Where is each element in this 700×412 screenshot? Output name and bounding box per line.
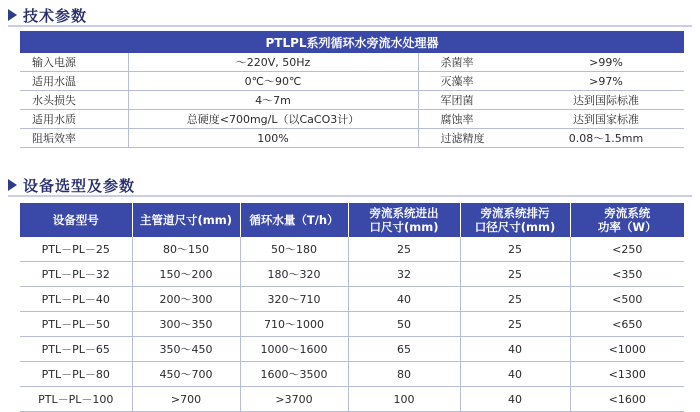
param-value: >99% (528, 53, 684, 72)
spec-cell: 50 (348, 312, 460, 337)
column-header (132, 203, 240, 237)
table-row (20, 237, 684, 262)
spec-cell: <650 (570, 312, 684, 337)
column-header-line: 旁流系统 (604, 206, 651, 220)
model-cell: PTL－PL－65 (20, 337, 132, 362)
param-label: 腐蚀率 (418, 110, 528, 129)
spec-cell: 80 (348, 362, 460, 387)
param-value: 0.08～1.5mm (528, 129, 684, 148)
column-header-line: 口径尺寸(mm) (474, 220, 556, 234)
spec-cell: 32 (348, 262, 460, 287)
spec-cell: 40 (348, 287, 460, 312)
model-cell: PTL－PL－50 (20, 312, 132, 337)
section-divider (8, 25, 692, 27)
column-header-line: 旁流系统进出 (369, 206, 439, 220)
param-value: 0℃～90℃ (128, 72, 418, 91)
spec-cell: >700 (132, 387, 240, 412)
table-row (20, 262, 684, 287)
section-header-tech-params (8, 4, 87, 26)
spec-cell: 50～180 (240, 237, 348, 262)
spec-cell: 1600～3500 (240, 362, 348, 387)
spec-cell: 80～150 (132, 237, 240, 262)
param-row (20, 53, 684, 72)
param-value: 达到国家标准 (528, 110, 684, 129)
spec-cell: 25 (460, 287, 570, 312)
table-row (20, 337, 684, 362)
model-cell: PTL－PL－40 (20, 287, 132, 312)
column-header-line: 主管道尺寸(mm) (140, 213, 232, 227)
spec-cell: 180～320 (240, 262, 348, 287)
param-value: ～220V, 50Hz (128, 53, 418, 72)
spec-cell: <1600 (570, 387, 684, 412)
spec-cell: <1000 (570, 337, 684, 362)
model-params-table (20, 203, 684, 412)
spec-cell: 1000～1600 (240, 337, 348, 362)
section-marker-icon (8, 179, 17, 191)
param-value: 达到国际标准 (528, 91, 684, 110)
param-row (20, 110, 684, 129)
spec-cell: 710～1000 (240, 312, 348, 337)
spec-cell: 300～350 (132, 312, 240, 337)
spec-cell: <350 (570, 262, 684, 287)
spec-cell: 25 (460, 237, 570, 262)
param-label: 军团菌 (418, 91, 528, 110)
spec-cell: 320～710 (240, 287, 348, 312)
spec-cell: 40 (460, 337, 570, 362)
spec-cell: 25 (460, 312, 570, 337)
spec-cell: 65 (348, 337, 460, 362)
table-row (20, 312, 684, 337)
spec-cell: 25 (348, 237, 460, 262)
spec-cell: <1300 (570, 362, 684, 387)
table-title: PTLPL系列循环水旁流水处理器 (20, 31, 684, 53)
column-header (240, 203, 348, 237)
param-label: 杀菌率 (418, 53, 528, 72)
column-header (570, 203, 684, 237)
param-value: 100% (128, 129, 418, 148)
spec-cell: <500 (570, 287, 684, 312)
spec-cell: 25 (460, 262, 570, 287)
table-row (20, 387, 684, 412)
spec-cell: 40 (460, 362, 570, 387)
spec-cell: 200～300 (132, 287, 240, 312)
param-label: 阻垢效率 (20, 129, 128, 148)
column-header-line: 功率（W） (597, 220, 657, 234)
spec-cell: 350～450 (132, 337, 240, 362)
table-row (20, 287, 684, 312)
param-label: 水头损失 (20, 91, 128, 110)
column-header (20, 203, 132, 237)
param-row (20, 129, 684, 148)
param-label: 适用水质 (20, 110, 128, 129)
tech-params-table (20, 31, 684, 148)
param-label: 适用水温 (20, 72, 128, 91)
section-divider (8, 195, 692, 197)
column-header-line: 设备型号 (52, 213, 99, 227)
column-header-line: 口尺寸(mm) (369, 220, 439, 234)
column-header (348, 203, 460, 237)
column-header-line: 循环水量（T/h） (249, 213, 339, 227)
section-header-model-selection (8, 174, 135, 196)
param-value: 总硬度<700mg/L（以CaCO3计） (128, 110, 418, 129)
model-cell: PTL－PL－100 (20, 387, 132, 412)
spec-cell: 40 (460, 387, 570, 412)
table-row (20, 362, 684, 387)
column-header-line: 旁流系统排污 (480, 206, 550, 220)
section-marker-icon (8, 9, 17, 21)
param-row (20, 72, 684, 91)
spec-cell: 450～700 (132, 362, 240, 387)
spec-cell: 150～200 (132, 262, 240, 287)
section-title: 技术参数 (23, 6, 88, 25)
model-cell: PTL－PL－32 (20, 262, 132, 287)
param-value: >97% (528, 72, 684, 91)
param-label: 过滤精度 (418, 129, 528, 148)
column-header (460, 203, 570, 237)
section-title: 设备选型及参数 (23, 176, 136, 195)
model-cell: PTL－PL－25 (20, 237, 132, 262)
param-label: 灭藻率 (418, 72, 528, 91)
param-row (20, 91, 684, 110)
spec-cell: <250 (570, 237, 684, 262)
spec-cell: 100 (348, 387, 460, 412)
spec-cell: >3700 (240, 387, 348, 412)
param-value: 4～7m (128, 91, 418, 110)
param-label: 输入电源 (20, 53, 128, 72)
model-cell: PTL－PL－80 (20, 362, 132, 387)
